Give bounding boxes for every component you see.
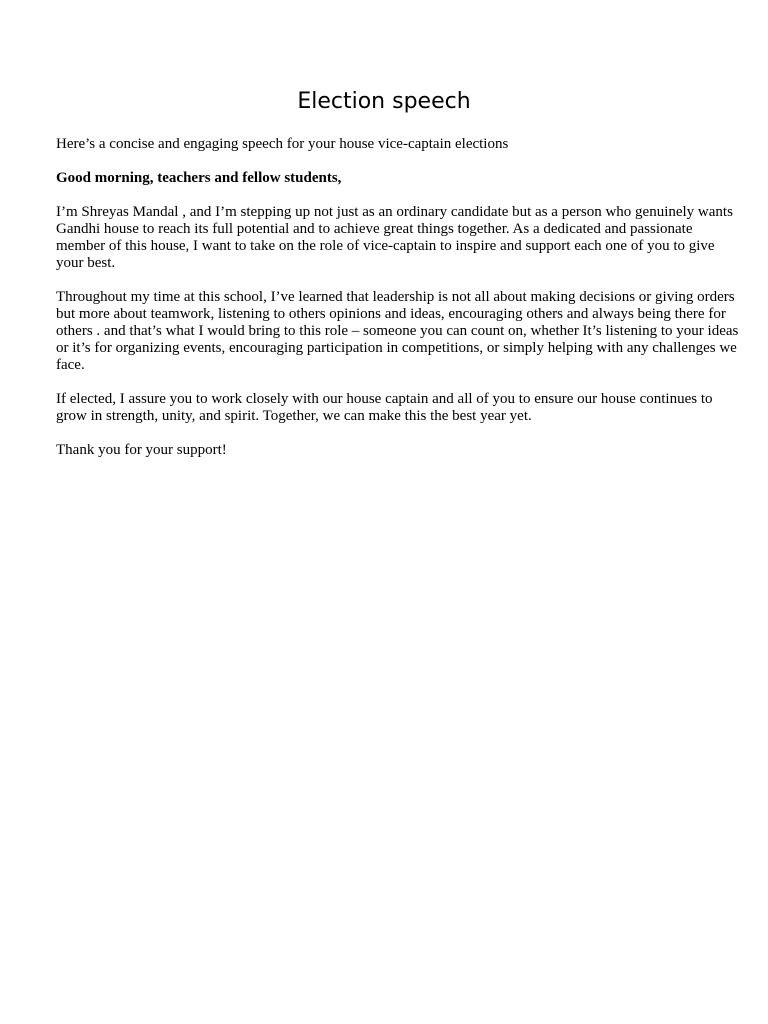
document-title: Election speech [297,89,471,114]
speech-paragraph-1: I’m Shreyas Mandal , and I’m stepping up not just as an ordinary candidate but as a person who genuinely wants Gandhi house to reach its full potential and to achieve great things together. As a dedicated and passionate member of this house, I want to take on the role of vice-captain to inspire and support each one of you to give your best. [56,204,733,271]
document-body [56,136,740,476]
speech-paragraph-2: Throughout my time at this school, I’ve learned that leadership is not all about making decisions or giving orders but more about teamwork, listening to others opinions and ideas, encouraging others and always being there for others . and that’s what I would bring to this role – someone you can count on, whether It’s listening to your ideas or it’s for organizing events, encouraging participation in competitions, or simply helping with any challenges we face. [56,289,739,373]
greeting-paragraph: Good morning, teachers and fellow students, [56,170,342,186]
closing-paragraph: Thank you for your support! [56,442,227,458]
speech-paragraph-3: If elected, I assure you to work closely with our house captain and all of you to ensure our house continues to grow in strength, unity, and spirit. Together, we can make this the best year yet. [56,391,713,424]
intro-paragraph: Here’s a concise and engaging speech for your house vice-captain elections [56,136,509,152]
